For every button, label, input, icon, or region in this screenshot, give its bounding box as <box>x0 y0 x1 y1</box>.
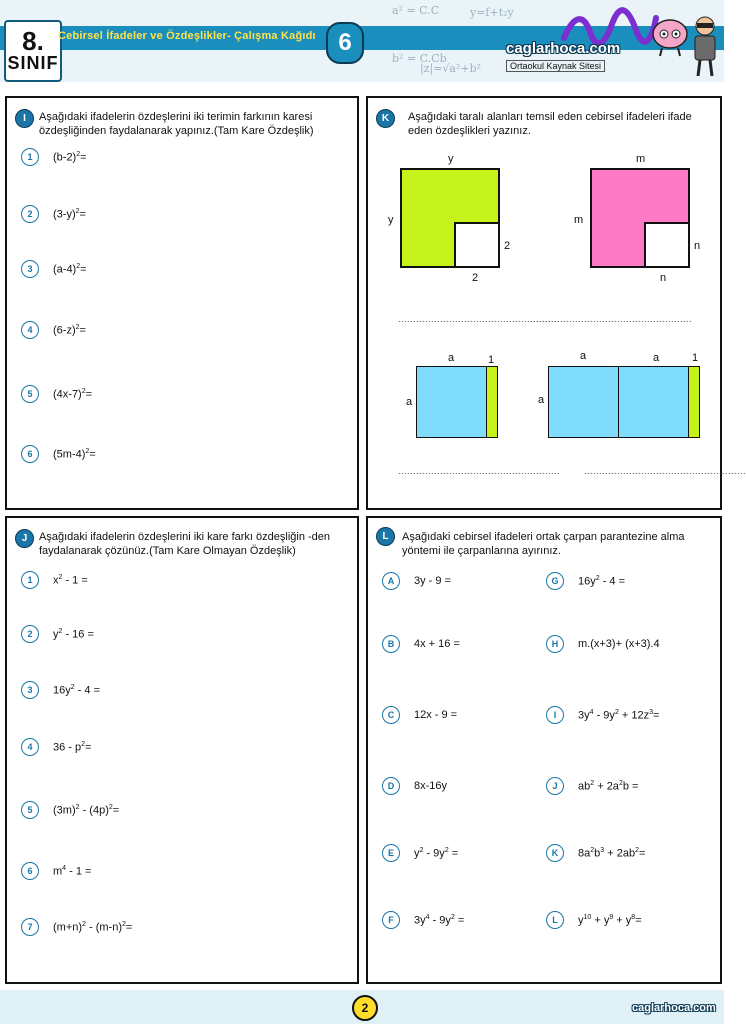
fig1-left-label: y <box>388 214 394 226</box>
question-expression: $y^2 - 16$ = <box>53 627 94 641</box>
fig4-square-part <box>619 367 688 437</box>
fig4-strip-label: 1 <box>692 352 699 364</box>
page-number: 2 <box>352 995 378 1021</box>
question-number-badge: J <box>546 777 564 795</box>
question-number-badge: 1 <box>21 571 39 589</box>
fig3-square-part <box>417 367 486 437</box>
fig2-inner-side-label: n <box>694 240 701 252</box>
question-item <box>21 681 100 699</box>
section-instruction: Aşağıdaki taralı alanları temsil eden cebirsel ifadeleri ifade eden özdeşlikleri yazınız. <box>408 111 692 137</box>
question-item <box>546 911 642 929</box>
grade-badge <box>4 20 62 82</box>
question-number-badge: E <box>382 844 400 862</box>
header-formula: y=f+t₂y <box>470 6 514 19</box>
question-expression: 8x-16y <box>414 780 448 792</box>
question-expression: $(b-2)^2=$ <box>53 150 87 164</box>
question-item <box>382 635 460 653</box>
question-expression: $(a-4)^2=$ <box>53 262 87 276</box>
section-instruction: Aşağıdaki ifadelerin özdeşlerini iki terimin farkının karesi özdeşliğinden faydalanarak yapınız.(Tam Kare Özdeşlik) <box>39 111 314 137</box>
header-formula: a² = C.C <box>392 4 440 17</box>
fig1-inner-bottom-label: 2 <box>472 272 479 284</box>
question-expression: $ab^2 + 2a^2b$ = <box>578 779 639 793</box>
fig4-square-part <box>549 367 619 437</box>
question-item <box>546 635 660 653</box>
question-number-badge: F <box>382 911 400 929</box>
question-item <box>546 777 638 795</box>
question-expression: $y^{10} + y^9 + y^8=$ <box>578 913 642 927</box>
question-expression: m.(x+3)+ (x+3).4 <box>578 638 660 650</box>
question-expression: $x^2 - 1$ = <box>53 573 88 587</box>
section-badge: L <box>376 527 395 546</box>
question-number-badge: G <box>546 572 564 590</box>
question-number-badge: K <box>546 844 564 862</box>
fig4-rectangle <box>548 366 700 438</box>
worksheet-title: Cebirsel İfadeler ve Özdeşlikler- Çalışma Kağıdı <box>58 30 316 42</box>
question-number-badge: C <box>382 706 400 724</box>
section-j-box <box>5 516 359 984</box>
question-item <box>382 911 464 929</box>
question-expression: 3y - 9 = <box>414 575 451 587</box>
question-expression: $16y^2 - 4$ = <box>578 574 626 588</box>
brain-mascot-icon <box>650 12 690 58</box>
question-number-badge: 3 <box>21 681 39 699</box>
fig3-rectangle <box>416 366 498 438</box>
question-number-badge: 3 <box>21 260 39 278</box>
teacher-avatar-icon <box>688 14 722 78</box>
fig4-strip-part <box>688 367 699 437</box>
question-number-badge: 2 <box>21 625 39 643</box>
question-expression: $y^2 - 9y^2$ = <box>414 846 459 860</box>
fig3-top-label: a <box>448 352 455 364</box>
question-number-badge: 1 <box>21 148 39 166</box>
section-l-box <box>366 516 722 984</box>
question-number-badge: 7 <box>21 918 39 936</box>
header-formula: |z|=√a²+b² <box>420 62 482 75</box>
question-expression: $(3m)^2 - (4p)^2=$ <box>53 803 120 817</box>
answer-line: ...................................................... <box>398 466 561 476</box>
fig2-top-label: m <box>636 153 646 165</box>
question-item <box>21 862 91 880</box>
section-badge: I <box>15 109 34 128</box>
question-expression: $3y^4 - 9y^2$ = <box>414 913 465 927</box>
fig4-top1-label: a <box>580 350 587 362</box>
question-item <box>546 844 645 862</box>
question-number-badge: 2 <box>21 205 39 223</box>
answer-line: ...................................................... <box>398 314 561 324</box>
question-item <box>21 385 92 403</box>
question-number-badge: 5 <box>21 385 39 403</box>
fig4-top2-label: a <box>653 352 660 364</box>
question-expression: $(4x-7)^2=$ <box>53 387 93 401</box>
header-formula: b² = C.Cb <box>392 52 447 65</box>
grade-word: SINIF <box>7 53 59 73</box>
fig3-strip-label: 1 <box>488 354 495 366</box>
fig2-square <box>590 168 690 268</box>
fig2-left-label: m <box>574 214 584 226</box>
section-i-box <box>5 96 359 510</box>
fig2-inner-bottom-label: n <box>660 272 667 284</box>
question-expression: $36 - p^2=$ <box>53 740 92 754</box>
sheet-number: 6 <box>326 22 364 64</box>
question-item <box>21 321 86 339</box>
fig3-left-label: a <box>406 396 413 408</box>
question-item <box>546 706 659 724</box>
question-number-badge: 4 <box>21 321 39 339</box>
question-number-badge: I <box>546 706 564 724</box>
question-expression: $16y^2 - 4$ = <box>53 683 101 697</box>
grade-number: 8. <box>22 26 44 56</box>
brand-logo: caglarhoca.com <box>506 40 621 57</box>
question-expression: $(5m-4)^2=$ <box>53 447 96 461</box>
question-expression: $m^4 - 1$ = <box>53 864 92 878</box>
fig4-left-label: a <box>538 394 545 406</box>
fig1-inner-side-label: 2 <box>504 240 511 252</box>
section-instruction: Aşağıdaki cebirsel ifadeleri ortak çarpan parantezine alma yöntemi ile çarpanlarına ayırınız. <box>402 531 685 557</box>
question-number-badge: H <box>546 635 564 653</box>
footer-brand: caglarhoca.com <box>632 1002 716 1014</box>
fig1-top-label: y <box>448 153 454 165</box>
brand-subtitle: Ortaokul Kaynak Sitesi <box>506 60 605 72</box>
question-item <box>21 571 88 589</box>
question-number-badge: A <box>382 572 400 590</box>
question-item <box>382 844 458 862</box>
question-item <box>21 918 132 936</box>
question-expression: $(3-y)^2=$ <box>53 207 86 221</box>
question-number-badge: 6 <box>21 862 39 880</box>
question-number-badge: L <box>546 911 564 929</box>
fig1-inner-square <box>454 222 498 266</box>
fig2-inner-square <box>644 222 688 266</box>
question-number-badge: D <box>382 777 400 795</box>
question-item <box>21 260 87 278</box>
answer-line: ...................................................... <box>530 314 693 324</box>
question-expression: 4x + 16 = <box>414 638 460 650</box>
fig1-square <box>400 168 500 268</box>
question-item <box>21 801 119 819</box>
question-expression: 12x - 9 = <box>414 709 458 721</box>
question-number-badge: 5 <box>21 801 39 819</box>
question-number-badge: 6 <box>21 445 39 463</box>
question-item <box>382 777 447 795</box>
section-badge: K <box>376 109 395 128</box>
question-expression: $(6-z)^2=$ <box>53 323 86 337</box>
question-number-badge: 4 <box>21 738 39 756</box>
question-item <box>21 738 91 756</box>
question-number-badge: B <box>382 635 400 653</box>
section-k-box <box>366 96 746 510</box>
section-badge: J <box>15 529 34 548</box>
question-expression: $3y^4 - 9y^2 + 12z^3=$ <box>578 708 660 722</box>
question-expression: $8a^2b^3 + 2ab^2=$ <box>578 846 646 860</box>
question-item <box>21 445 96 463</box>
fig3-strip-part <box>486 367 497 437</box>
question-item <box>21 625 94 643</box>
answer-line: ...................................................... <box>584 466 746 476</box>
question-item <box>382 706 457 724</box>
question-item <box>546 572 625 590</box>
question-expression: $(m+n)^2 - (m-n)^2=$ <box>53 920 133 934</box>
section-instruction: Aşağıdaki ifadelerin özdeşlerini iki kare farkı özdeşliğin -den faydalanarak çözünüz.(Tam Kare Olmayan Özdeşlik) <box>39 531 331 557</box>
question-item <box>21 148 87 166</box>
question-item <box>21 205 86 223</box>
question-item <box>382 572 451 590</box>
